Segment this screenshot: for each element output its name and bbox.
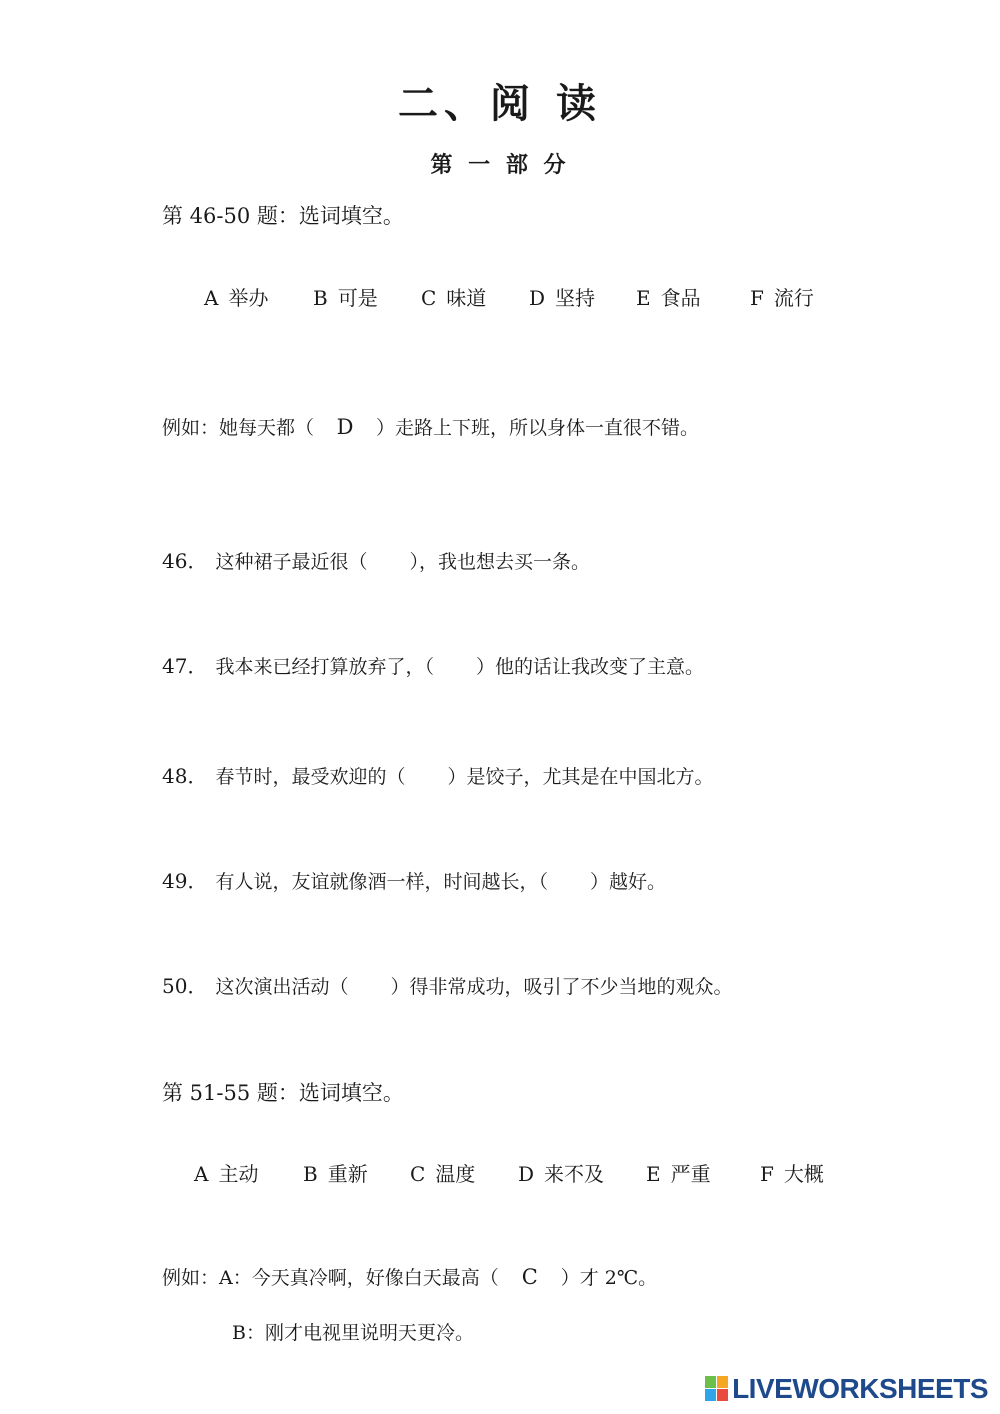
option-b: B 可是 [313,286,378,310]
question-46: 46． 这种裙子最近很（ ），我也想去买一条。 [162,549,590,573]
question-49: 49． 有人说，友谊就像酒一样，时间越长，（ ）越好。 [162,869,666,893]
option-f: F 大概 [760,1162,824,1186]
liveworksheets-wordmark: LIVEWORKSHEETS [732,1373,988,1404]
option-b: B 重新 [303,1162,368,1186]
liveworksheets-icon [705,1376,729,1402]
option-c: C 温度 [410,1162,476,1186]
section1-instruction: 第 46-50 题：选词填空。 [162,204,404,228]
option-d: D 来不及 [518,1162,605,1186]
option-e: E 食品 [636,286,701,310]
option-f: F 流行 [750,286,814,310]
example-dialogue-b: B：刚才电视里说明天更冷。 [232,1322,474,1344]
option-d: D 坚持 [529,286,596,310]
section2-instruction: 第 51-55 题：选词填空。 [162,1081,404,1105]
page-title: 二、阅 读 [398,80,602,127]
question-48: 48． 春节时，最受欢迎的（ ）是饺子，尤其是在中国北方。 [162,764,714,788]
example-answer: D [336,415,354,439]
option-a: A 举办 [204,286,269,310]
option-e: E 严重 [646,1162,711,1186]
example-dialogue-a: 例如：A：今天真冷啊，好像白天最高（ C ）才 2℃。 [162,1265,658,1289]
example-sentence: 例如：她每天都（ D ）走路上下班，所以身体一直很不错。 [162,415,700,439]
option-a: A 主动 [194,1162,259,1186]
question-47: 47． 我本来已经打算放弃了，（ ）他的话让我改变了主意。 [162,654,704,678]
example-answer: C [521,1265,538,1289]
option-c: C 味道 [421,286,487,310]
question-50: 50． 这次演出活动（ ）得非常成功，吸引了不少当地的观众。 [162,974,733,998]
section-subtitle: 第 一 部 分 [430,152,570,178]
liveworksheets-logo [705,1374,988,1404]
